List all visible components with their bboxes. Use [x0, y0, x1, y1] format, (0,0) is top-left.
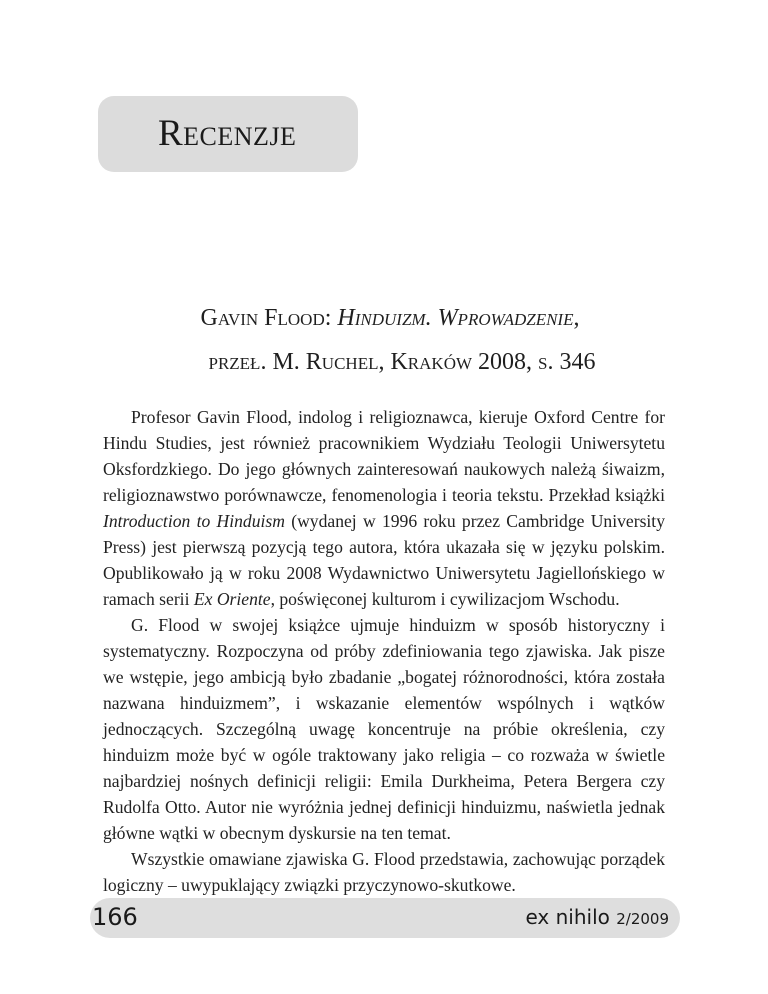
paragraph-1	[103, 404, 665, 612]
paragraph-1-text-c: , poświęconej kulturom i cywilizacjom Wschodu.	[270, 589, 620, 609]
paragraph-1-series: Ex Oriente	[193, 589, 271, 609]
review-header	[0, 296, 768, 384]
review-body	[103, 404, 665, 898]
review-author: Gavin Flood:	[200, 305, 332, 331]
paragraph-2: G. Flood w swojej książce ujmuje hinduizm w sposób historyczny i systematyczny. Rozpoczyna od próby zdefiniowania tego zjawiska. Jak pisze we wstępie, jego ambicją było zbadanie „bogatej różnorodności, która została nazwana hinduizmem”, i wskazanie elementów wspólnych i wątków jednoczących. Szczególną uwagę koncentruje na próbie określenia, czy hinduizm może być w ogóle traktowany jako religia – co rozważa w świetle najbardziej nośnych definicji religii: Emila Durkheima, Petera Bergera czy Rudolfa Otto. Autor nie wyróżnia jednej definicji hinduizmu, naświetla jednak główne wątki w obecnym dyskursie na ten temat.	[103, 615, 665, 843]
review-comma: ,	[573, 305, 580, 331]
review-header-line-2	[0, 340, 768, 384]
page-number: 166	[92, 903, 138, 931]
section-title: Recenzje	[158, 113, 297, 154]
paragraph-3: Wszystkie omawiane zjawiska G. Flood przedstawia, zachowując porządek logiczny – uwypuklający związki przyczynowo-skutkowe.	[103, 849, 665, 895]
review-book-title: Hinduizm. Wprowadzenie	[337, 305, 574, 331]
review-header-line-1	[0, 296, 768, 340]
journal-name	[525, 899, 669, 937]
paragraph-1-text-b: (wydanej w 1996 roku przez Cambridge University Press) jest pierwszą pozycją tego autora, która ukazała się w języku polskim. Opublikowało ją w roku 2008 Wydawnictwo Uniwersytetu Jagiellońskiego w ramach serii	[103, 511, 665, 609]
review-place-year: Kraków 2008,	[390, 349, 533, 375]
review-translator: M. Ruchel,	[272, 349, 385, 375]
review-pages: s. 346	[538, 349, 596, 375]
journal-title: ex nihilo	[525, 905, 610, 929]
paragraph-1-text-a: Profesor Gavin Flood, indolog i religioznawca, kieruje Oxford Centre for Hindu Studies, jest również pracownikiem Wydziału Teologii Uniwersytetu Oksfordzkiego. Do jego głównych zainteresowań naukowych należą śiwaizm, religioznawstwo porównawcze, fenomenologia i teoria tekstu. Przekład książki	[103, 407, 665, 505]
paragraph-1-book-title: Introduction to Hinduism	[103, 511, 285, 531]
review-translator-prefix: przeł.	[208, 349, 267, 375]
journal-issue: 2/2009	[616, 910, 669, 928]
